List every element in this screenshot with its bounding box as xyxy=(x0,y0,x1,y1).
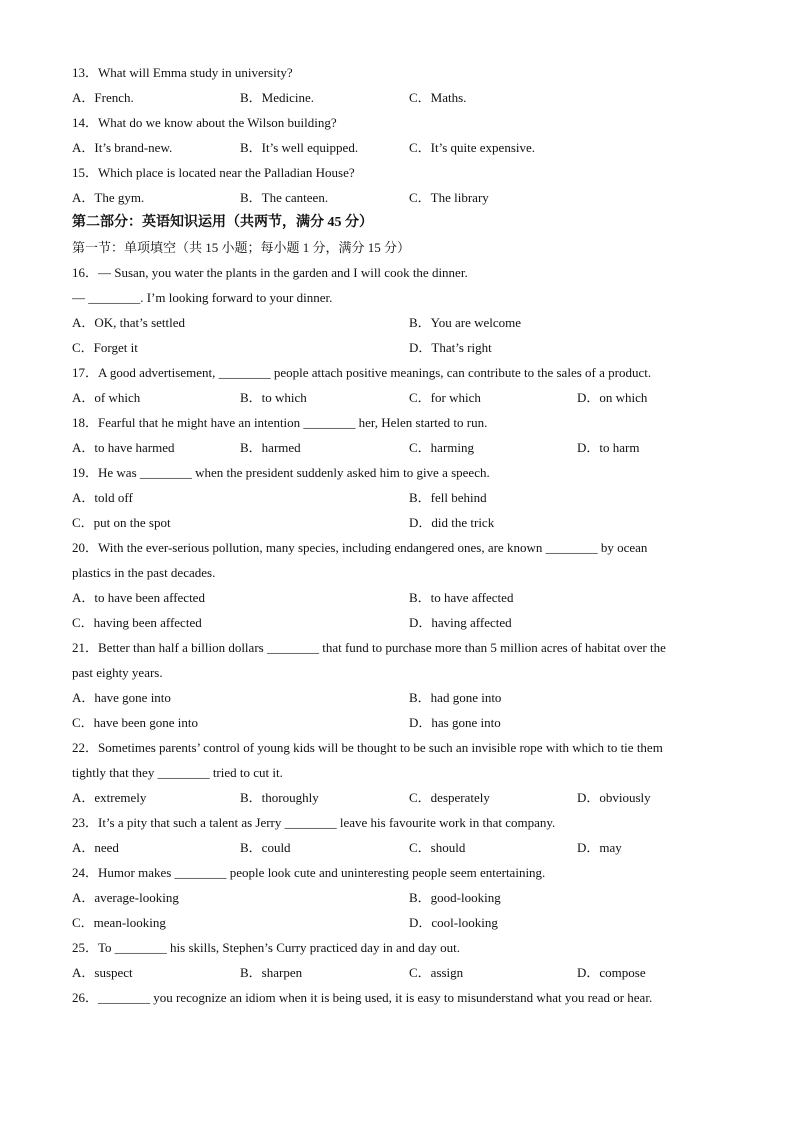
question-21-line-1: 21．Better than half a billion dollars ________ that fund to purchase more than 5 million acres of habitat over the xyxy=(72,640,666,655)
question-16-option-c: C．Forget it xyxy=(72,340,138,355)
question-23-option-b: B．could xyxy=(240,840,291,855)
question-19-option-b: B．fell behind xyxy=(409,490,487,505)
question-25-option-d: D．compose xyxy=(577,965,646,980)
question-20-option-a: A．to have been affected xyxy=(72,590,205,605)
question-16-line-1: 16．— Susan, you water the plants in the garden and I will cook the dinner. xyxy=(72,265,468,280)
question-24-option-d: D．cool-looking xyxy=(409,915,498,930)
question-16-option-b: B．You are welcome xyxy=(409,315,522,330)
question-17-stem: 17．A good advertisement, ________ people attach positive meanings, can contribute to the sales of a product. xyxy=(72,365,652,380)
question-23-option-c: C．should xyxy=(409,840,466,855)
question-23-stem: 23．It’s a pity that such a talent as Jerry ________ leave his favourite work in that company. xyxy=(72,815,556,830)
question-18-option-d: D．to harm xyxy=(577,440,640,455)
question-22-option-d: D．obviously xyxy=(577,790,651,805)
question-14-option-c: C．It’s quite expensive. xyxy=(409,140,536,155)
question-20-option-b: B．to have affected xyxy=(409,590,514,605)
question-18-option-a: A．to have harmed xyxy=(72,440,175,455)
question-14-stem: 14．What do we know about the Wilson building? xyxy=(72,115,337,130)
question-19-option-d: D．did the trick xyxy=(409,515,495,530)
question-26-stem: 26．________ you recognize an idiom when it is being used, it is easy to misunderstand what you read or hear. xyxy=(72,990,653,1005)
question-13-stem: 13．What will Emma study in university? xyxy=(72,65,293,80)
question-18-option-b: B．harmed xyxy=(240,440,301,455)
question-22-line-2: tightly that they ________ tried to cut it. xyxy=(72,765,283,780)
question-15-option-a: A．The gym. xyxy=(72,190,145,205)
question-17-option-d: D．on which xyxy=(577,390,648,405)
question-18-stem: 18．Fearful that he might have an intention ________ her, Helen started to run. xyxy=(72,415,488,430)
question-21-option-b: B．had gone into xyxy=(409,690,502,705)
question-16-line-2: — ________. I’m looking forward to your dinner. xyxy=(72,290,333,305)
question-20-line-1: 20．With the ever-serious pollution, many species, including endangered ones, are known ________ by ocean xyxy=(72,540,648,555)
question-24-option-c: C．mean-looking xyxy=(72,915,166,930)
question-22-option-a: A．extremely xyxy=(72,790,147,805)
question-21-option-c: C．have been gone into xyxy=(72,715,198,730)
question-23-option-d: D．may xyxy=(577,840,622,855)
question-19-option-c: C．put on the spot xyxy=(72,515,171,530)
question-25-option-b: B．sharpen xyxy=(240,965,303,980)
question-25-stem: 25．To ________ his skills, Stephen’s Curry practiced day in and day out. xyxy=(72,940,460,955)
question-17-option-b: B．to which xyxy=(240,390,307,405)
question-15-option-b: B．The canteen. xyxy=(240,190,329,205)
question-13-option-c: C．Maths. xyxy=(409,90,467,105)
question-21-option-d: D．has gone into xyxy=(409,715,501,730)
question-14-option-b: B．It’s well equipped. xyxy=(240,140,359,155)
question-24-stem: 24．Humor makes ________ people look cute and uninteresting people seem entertaining. xyxy=(72,865,546,880)
question-19-option-a: A．told off xyxy=(72,490,133,505)
question-16-option-a: A．OK, that’s settled xyxy=(72,315,186,330)
question-20-line-2: plastics in the past decades. xyxy=(72,565,216,580)
question-17-option-a: A．of which xyxy=(72,390,141,405)
question-22-line-1: 22．Sometimes parents’ control of young kids will be thought to be such an invisible rope with which to tie them xyxy=(72,740,663,755)
question-15-option-c: C．The library xyxy=(409,190,489,205)
question-25-option-c: C．assign xyxy=(409,965,464,980)
question-25-option-a: A．suspect xyxy=(72,965,133,980)
part-two-heading: 第二部分：英语知识运用（共两节，满分 45 分） xyxy=(72,215,373,230)
question-16-option-d: D．That’s right xyxy=(409,340,492,355)
question-13-option-a: A．French. xyxy=(72,90,134,105)
question-21-option-a: A．have gone into xyxy=(72,690,171,705)
question-17-option-c: C．for which xyxy=(409,390,481,405)
question-20-option-c: C．having been affected xyxy=(72,615,202,630)
section-one-heading: 第一节：单项填空（共 15 小题；每小题 1 分，满分 15 分） xyxy=(72,240,411,255)
question-22-option-c: C．desperately xyxy=(409,790,490,805)
question-13-option-b: B．Medicine. xyxy=(240,90,315,105)
question-18-option-c: C．harming xyxy=(409,440,474,455)
question-24-option-a: A．average-looking xyxy=(72,890,179,905)
question-19-stem: 19．He was ________ when the president suddenly asked him to give a speech. xyxy=(72,465,490,480)
question-21-line-2: past eighty years. xyxy=(72,665,163,680)
question-24-option-b: B．good-looking xyxy=(409,890,501,905)
question-23-option-a: A．need xyxy=(72,840,119,855)
question-14-option-a: A．It’s brand-new. xyxy=(72,140,173,155)
question-20-option-d: D．having affected xyxy=(409,615,512,630)
question-15-stem: 15．Which place is located near the Palladian House? xyxy=(72,165,355,180)
question-22-option-b: B．thoroughly xyxy=(240,790,319,805)
